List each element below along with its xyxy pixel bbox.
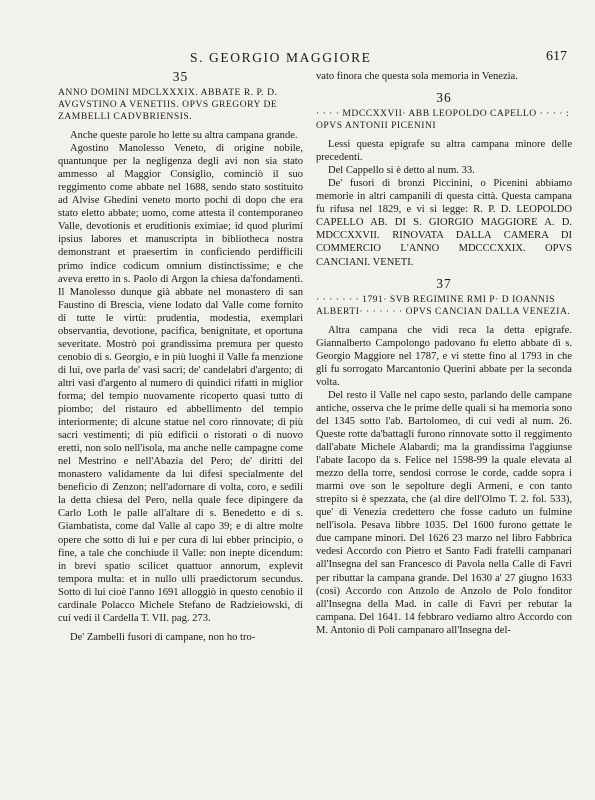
paragraph: Anche queste parole ho lette su altra campana grande. [70,130,298,142]
paragraph: Lessi questa epigrafe su altra campana minore delle precedenti. [316,139,572,164]
page-header [0,46,595,68]
paragraph: De' Zambelli fusori di campane, non ho tro- [70,631,256,643]
entry-number: 35 [172,69,189,84]
paragraph-continuation: vato finora che questa sola memoria in Venezia. [316,71,518,82]
entry-number: 36 [436,90,452,106]
right-column [316,70,572,637]
bell-inscription: ANNO DOMINI MDCLXXXIX. ABBATE R. P. D. AVGVSTINO A VENETIIS. OPVS GREGORY DE ZAMBELLI CADVBRIENSIS. [58,87,278,123]
entry-number: 37 [436,275,452,291]
bell-inscription: · · · · MDCCXXVII· ABB LEOPOLDO CAPELLO · · · · : OPVS ANTONII PICENINI [316,108,570,132]
left-column [58,70,303,644]
paragraph: Agostino Manolesso Veneto, di origine nobile, quantunque per la negligenza degli avi non sia stato ammesso al Maggior Consiglio, cominciò il suo reggimento come abbate nel 1688, sendo stato sostituito ad Alvise Ghedini veneto morto pochi di dopo che era stato eletto abbate; uomo, come attesta il contemporaneo Valle, devotionis et eruditionis eximiae; id quod plurimi ipsius labores et manuscripta in bibliotheca nostra demonstrant et praesertim in conficiendo perdifficili primo indice codicum omnium distinctissime; e che aveva eretto in s. Paolo di Argon la chiesa da'fondamenti. Il Manolesso dunque già abbate nel monastero di san Faustino di Brescia, viene lodato dal Valle come fornito di tutte le virtù: prudentia, modestia, exemplari observantia, devotione, pacifica, benignitate, et oportuna severitate. Mostrò poi grandissima premura per questo cenobio di s. Georgio, e in più luoghi il Valle fa menzione di lui, ove parla de' vasi sacri; de' candelabri d'argento; di altri vasi d'argento al numero di quindici rifatti in miglior forma; del tempio nuovamente ricoperto quasi tutto di piombo; del ristauro ed abbellimento del tempio interiormente; di alcune statue nel coro rinnovate; di più sacri vestimenti; di più edificii o ristorati o di nuovo eretti, non solo nell'isola, ma anche nelle campagne come nel Mestrino e nell'Abazia del Pero; de' diritti del monastero validamente da lui difesi specialmente del beneficio di Zenzon; nell'adornare di volta, coro, e sedili la detta chiesa del Pero, nella quale fece dipingere da Carlo Loth le palle all'altare di s. Benedetto e di s. Giambatista, come dal Valle al capo 39; e di altre molte opere che sotto di lui e per cura di lui ebber principio, o fine, a tale che conchiude il Valle: non inepte dicendum: in brevi spatio scilicet quattuor annorum, explevit tempora multa: et in nullo ulli praedictorum secundus. Sotto di lui cioè l'anno 1691 alloggiò in questo cenobio il cardinale Polacco Michele Stefano de Radzieiowski, di cui vedi il Cardella T. VII. pag. 273. [58,143,303,624]
paragraph: Altra campana che vidi reca la detta epigrafe. Giannalberto Campolongo padovano fu eletto abbate di s. Georgio Maggiore nel 1787, e vi stette fino al 1793 in che gli fu sorrogato Marcantonio Querini abbate per la seconda volta. [316,324,572,388]
bell-inscription: · · · · · · · 1791· SVB REGIMINE RMI P· D IOANNIS ALBERTI· · · · · · · OPVS CANCIAN DALLA VENEZIA. [316,293,571,317]
running-title: S. GEORGIO MAGGIORE [190,50,372,65]
paragraph: Del resto il Valle nel capo sesto, parlando delle campane antiche, osserva che le prime delle quali si ha memoria sono del 1345 sotto l'ab. Bartolomeo, di cui vedi al num. 26. Queste rotte da'battagli furono rinnovate sotto il reggimento dall'abate Michele Alabardi; ma la grandissima l'aggiunse l'abate Iacopo da s. Felice nel 1598-99 la quale elevata al mezzo della torre, sendosi corrose le corde, cadde sopra i marmi ove son le sepolture degli Armeni, e con tanto strepito si è spezzata, che (al dire dell'Olmo T. 2. fol. 533), que' di Venezia credettero che fosse caduto un fulmine nell'isola. Pesava libbre 1035. Del 1600 furono gettate le due campane minori. Del 1626 23 marzo nel libro Fabbrica vedesi Accordo con Pietro et Santo Fadi fratelli campanari all'Insegna del san Francesco di Pavola nella Calle di Favri per ributtar la campana grande. Del 1630 a' 27 giugno 1633 (così) Accordo con Anzolo de Anzolo de Polo fonditor all'Insegna della Mad. in calle di Favri per rebutar la campana. Del 1641. 14 febbraro vediamo altro Accordo con M. Antonio di Poli campanaro all'Insegna del- [316,389,572,636]
page-number: 617 [546,49,567,64]
paragraph: De' fusori di bronzi Piccinini, o Picenini abbiamo memorie in altri campanili di questa città. Questa campana fu rifusa nel 1829, e vi si legge: R. P. D. LEOPOLDO CAPELLO AB. DI S. GIORGIO MAGGIORE A. D. MDCCXXVII. RINOVATA DALLA CAMERA DI COMMERCIO L'ANNO MDCCCXXIX. OPVS CANCIANI. VENETI. [316,178,572,268]
paragraph: Del Cappello si è detto al num. 33. [328,165,475,177]
